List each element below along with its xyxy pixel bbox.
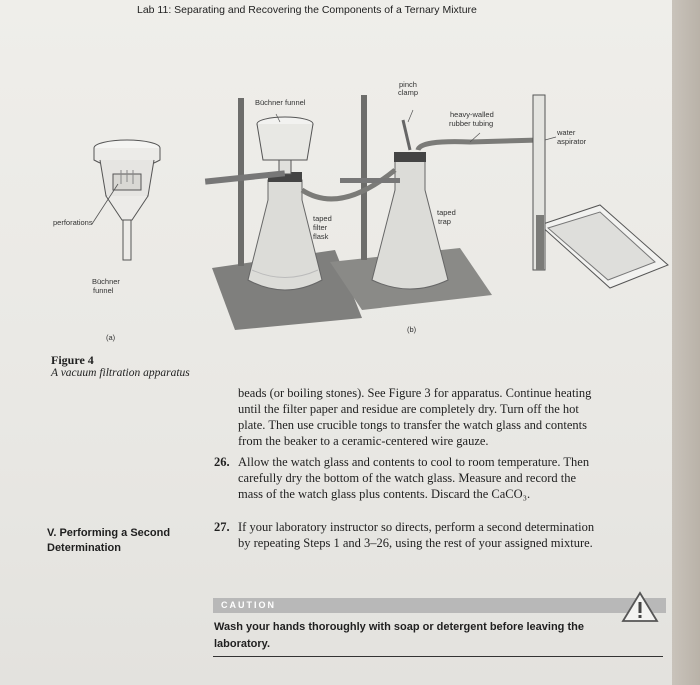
label-part-a: (a) — [106, 333, 116, 342]
caution-bar — [213, 598, 666, 613]
label-buchner-a-1: Büchner — [92, 277, 120, 286]
label-taped-trap-1: taped — [437, 208, 456, 217]
section-heading — [47, 526, 170, 556]
ring-stand-rod-left — [238, 98, 244, 266]
label-rubber-tubing: rubber tubing — [449, 119, 494, 128]
paragraph-line: carefully dry the bottom of the watch glass. Measure and record the — [238, 471, 577, 485]
label-water: water — [557, 128, 576, 137]
trap-flask — [372, 152, 448, 289]
aspirator-outlet — [536, 215, 544, 270]
label-heavy-walled: heavy-walled — [450, 110, 494, 119]
label-clamp: clamp — [398, 88, 419, 97]
caution-label: CAUTION — [221, 600, 276, 610]
section-heading-line: V. Performing a Second — [47, 527, 171, 539]
step-number: 26. — [214, 455, 230, 469]
label-pinch: pinch — [399, 80, 417, 89]
label-taped-filter-flask-3: flask — [313, 232, 329, 241]
figure-caption: A vacuum filtration apparatus — [51, 367, 190, 379]
paragraph-line: plate. Then use crucible tongs to transfer the watch glass and contents — [238, 418, 587, 432]
paragraph-line: beads (or boiling stones). See Figure 3 for apparatus. Continue heating — [238, 386, 592, 400]
paragraph-line: If your laboratory instructor so directs, perform a second determination — [238, 520, 595, 534]
label-taped-filter-flask-2: filter — [313, 223, 328, 232]
page-header: Lab 11: Separating and Recovering the Components of a Ternary Mixture — [137, 4, 477, 16]
label-perforations: perforations — [53, 218, 93, 227]
label-part-b: (b) — [407, 325, 417, 334]
label-leader — [545, 137, 556, 140]
rubber-tubing-1 — [302, 170, 395, 199]
paragraph-line: mass of the watch glass plus contents. Discard the CaCO₃. — [238, 487, 531, 501]
rubber-tubing-2 — [418, 140, 540, 150]
flask-clamp-right — [340, 178, 400, 183]
section-heading-line: Determination — [47, 542, 121, 554]
caution-text-line: laboratory. — [214, 638, 271, 650]
paragraph-line: by repeating Steps 1 and 3–26, using the rest of your assigned mixture. — [238, 536, 593, 550]
label-leader — [408, 110, 413, 122]
caution-text — [214, 619, 634, 653]
ring-stand-rod-right — [361, 95, 367, 260]
paragraph-line: until the filter paper and residue are completely dry. Turn off the hot — [238, 402, 579, 416]
label-taped-filter-flask-1: taped — [313, 214, 332, 223]
pinch-clamp — [403, 120, 410, 150]
buchner-funnel-on-flask — [257, 117, 313, 174]
filter-flask — [248, 172, 322, 290]
caution-divider — [213, 656, 663, 657]
label-buchner-a-2: funnel — [93, 286, 114, 295]
step-number: 27. — [214, 520, 230, 534]
label-taped-trap-2: trap — [438, 217, 451, 226]
paragraph-line: Allow the watch glass and contents to cool to room temperature. Then — [238, 455, 590, 469]
paragraph-line: from the beaker to a ceramic-centered wire gauze. — [238, 434, 489, 448]
buchner-funnel-illustration — [94, 140, 160, 260]
label-buchner-funnel: Büchner funnel — [255, 98, 306, 107]
figure-number: Figure 4 — [51, 353, 94, 367]
label-aspirator: aspirator — [557, 137, 587, 146]
caution-text-line: Wash your hands thoroughly with soap or detergent before leaving the — [214, 621, 584, 633]
